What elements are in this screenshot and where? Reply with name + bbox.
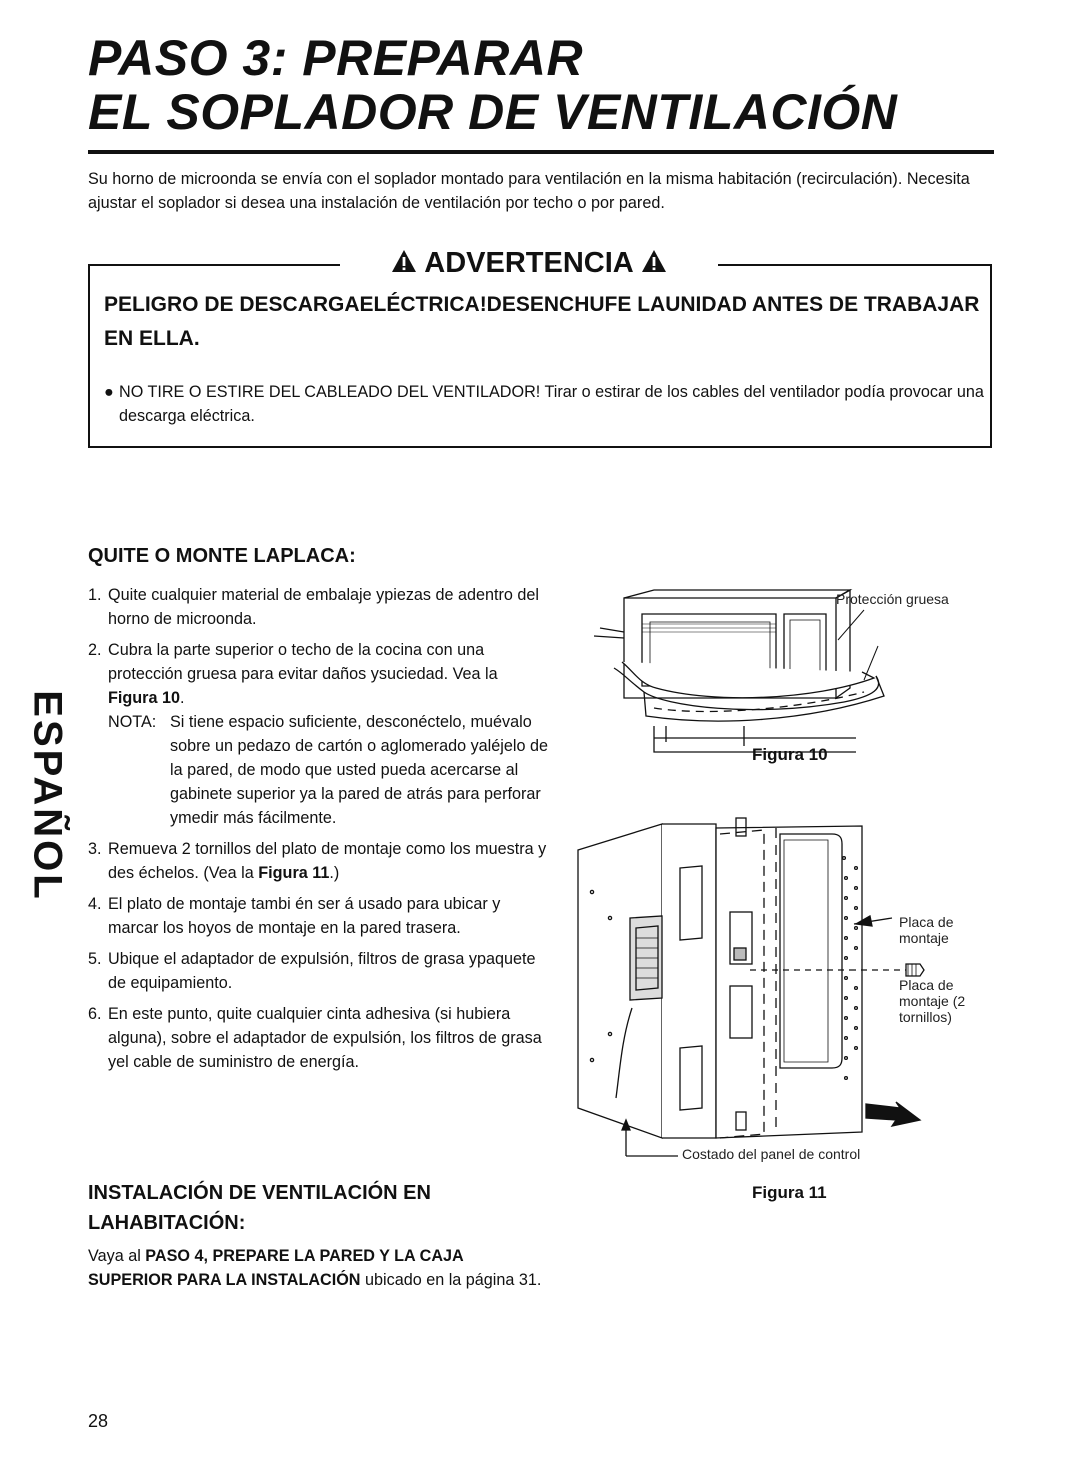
list-item [88,583,548,631]
step-number: 6. [88,1005,102,1023]
step-text: Cubra la parte superior o techo de la cocina con una protección gruesa para evitar daños ysuciedad. Vea la [108,641,498,683]
step-text: Remueva 2 tornillos del plato de montaje como los muestra y des échelos. (Vea la [108,840,547,882]
fig11-mounting-screws-label: Placa de montaje (2 tornillos) [899,977,966,1025]
note-text: Si tiene espacio suficiente, desconéctelo, muévalo sobre un pedazo de cartón o aglomerado yaléjelo de la pared, de modo que usted pueda acercarse al gabinete superior ya la pared de atrás para perforar ymedir más fácilmente. [170,713,548,827]
title-rule [88,150,994,154]
steps-list [88,583,548,1081]
page-title-line1: PASO 3: PREPARAR [88,30,584,86]
step-number: 5. [88,950,102,968]
warning-bullet-text: NO TIRE O ESTIRE DEL CABLEADO DEL VENTILADOR! Tirar o estirar de los cables del ventilador podía provocar una descarga eléctrica. [119,383,984,425]
list-item [88,947,548,995]
page-number: 28 [88,1411,109,1431]
language-label: ESPAÑOL [25,690,70,902]
step-text: Ubique el adaptador de expulsión, filtros de grasa ypaquete de equipamiento. [108,950,536,992]
note-label: NOTA: [108,713,157,731]
instalacion-text-before: Vaya al [88,1247,146,1265]
step-number: 1. [88,586,102,604]
fig10-protection-label: Protección gruesa [836,591,949,607]
fig11-mounting-plate-label: Placa de montaje [899,914,954,946]
fig11-control-panel-side-label: Costado del panel de control [682,1146,861,1162]
section-heading-quite: QUITE O MONTE LAPLACA: [88,545,356,567]
section-heading-instalacion: INSTALACIÓN DE VENTILACIÓN EN LAHABITACIÓN: [88,1182,431,1234]
warning-box-top-right [718,264,992,266]
note [108,710,548,830]
step-text: Quite cualquier material de embalaje ypiezas de adentro del horno de microonda. [108,586,540,628]
figure-reference: Figura 10 [108,689,180,707]
instalacion-step-reference: PASO 4, PREPARE LA PARED Y LA CAJA SUPERIOR PARA LA INSTALACIÓN [88,1247,464,1289]
intro-paragraph: Su horno de microonda se envía con el soplador montado para ventilación en la misma habitación (recirculación). Necesita ajustar el soplador si desea una instalación de ventilación por techo o por pared. [88,170,970,212]
warning-icon [391,249,417,273]
step-text: En este punto, quite cualquier cinta adhesiva (si hubiera alguna), sobre el adaptador de expulsión, los filtros de grasa yel cable de suministro de energía. [108,1005,542,1071]
list-item [88,892,548,940]
step-number: 4. [88,895,102,913]
warning-icon [641,249,667,273]
list-item [88,837,548,885]
figure-11-caption: Figura 11 [752,1183,827,1202]
warning-title-text: ADVERTENCIA [424,247,633,279]
warning-box-top-left [88,264,340,266]
figure-reference: Figura 11 [258,864,330,882]
step-text-end: .) [329,864,340,882]
step-text: El plato de montaje tambi én ser á usado para ubicar y marcar los hoyos de montaje en la pared trasera. [108,895,501,937]
warning-bullet [104,380,984,428]
bullet-icon: ● [104,383,114,401]
figure-10-caption: Figura 10 [752,745,828,764]
list-item [88,1002,548,1074]
step-number: 3. [88,840,102,858]
step-number: 2. [88,641,102,659]
instalacion-paragraph [88,1244,548,1292]
list-item [88,638,548,830]
danger-statement: PELIGRO DE DESCARGAELÉCTRICA!DESENCHUFE LAUNIDAD ANTES DE TRABAJAR EN ELLA. [104,293,980,350]
language-side-tab [20,618,74,974]
page-title-line2: EL SOPLADOR DE VENTILACIÓN [88,84,898,140]
instalacion-text-after: ubicado en la página 31. [360,1271,542,1289]
warning-title [352,245,706,281]
step-text-end: . [179,689,185,707]
